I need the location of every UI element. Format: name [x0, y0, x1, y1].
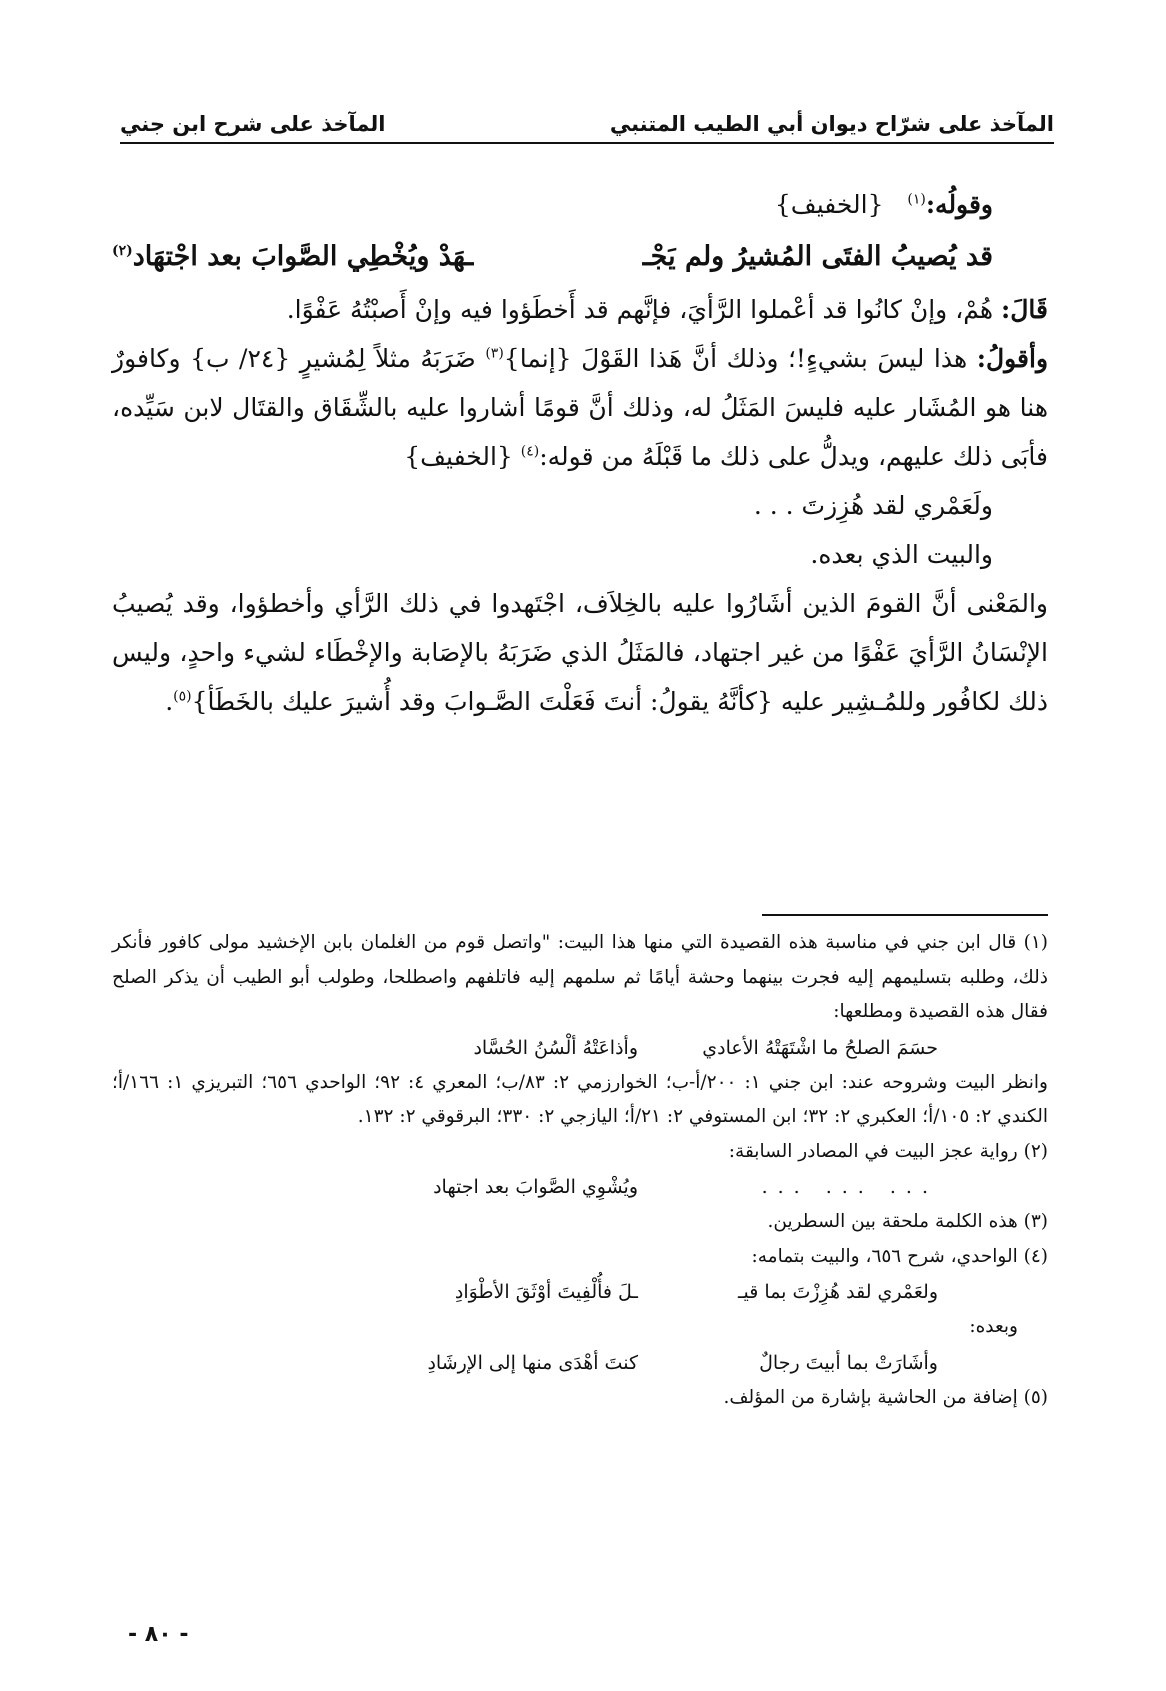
footnote-4-verse-2 [112, 1345, 1048, 1381]
running-header [120, 86, 1054, 144]
intro-label: وقولُه: [925, 190, 993, 219]
meaning-end: . [165, 687, 174, 716]
page-number: - ٨٠ - [128, 1622, 189, 1647]
footnote-4-verse-2-h1: وأشَارَتْ بما أبيتَ رجالٌ [759, 1351, 938, 1374]
footnote-ref-2: (٢) [112, 243, 133, 259]
footnote-1-verse-h2: وأذاعَتْهُ ألْسُنُ الحُسَّاد [473, 1036, 638, 1059]
aqul-text-1: هذا ليسَ بشيءٍ!؛ وذلك أنَّ هَذا القَوْلَ {إنما} [503, 344, 977, 373]
footnote-4-verse-1-h2: ـلَ فأُلْفِيتَ أوْثَقَ الأطْوَادِ [454, 1281, 638, 1303]
intro-line [112, 180, 1048, 229]
intro-meter: {الخفيف} [774, 190, 884, 219]
footnote-ref-4: (٤) [520, 443, 540, 460]
footnote-2-verse-h2: ويُشْوِي الصَّوابَ بعد اجتهاد [433, 1176, 638, 1198]
aqul-text-2: ضَرَبَهُ مثلاً لِمُشيرٍ {٢٤/ ب} وكافورٌ هنا هو المُشَار عليه فليسَ المَثَلُ له، وذلك أنَّ قومًا أشاروا عليه بالشِّقَاق والقتَال لابن سَيِّده، فأبَى ذلك عليهم، ويدلُّ على ذلك ما قَبْلَهُ من قوله: [112, 344, 1048, 471]
footnote-4-verse-2-h2: كنتَ أهْدَى منها إلى الإرشَادِ [427, 1351, 638, 1374]
footnote-1: (١) قال ابن جني في مناسبة هذه القصيدة التي منها هذا البيت: "واتصل قوم من الغلمان بابن الإخشيد مولى كافور فأنكر ذلك، وطلبه بتسليمهم إليه فجرت بينهما وحشة أيامًا ثم سلمهم إليه فاتلفهم واصطلحا، وطولب أبو الطيب أن يذكر الصلح فقال هذه القصيدة ومطلعها: [112, 932, 1048, 1022]
verse-hemistich-2 [112, 229, 570, 285]
header-right-title: المآخذ على شرّاح ديوان أبي الطيب المتنبي [609, 112, 1054, 136]
meaning-text: والمَعْنى أنَّ القومَ الذين أشَارُوا عليه بالخِلاَف، اجْتَهدوا في ذلك الرَّأي وأخطؤوا، وقد يُصيبُ الإنْسَانُ الرَّأيَ عَفْوًا من غير اجتهاد، فالمَثَلُ الذي ضَرَبَهُ بالإصَابة والإخْطَاء لشيء واحدٍ، وليس ذلك لكافُور وللمُـشِير عليه {كأنَّهُ يقولُ: أنتَ فَعَلْتَ الصَّـوابَ وقد أُشيرَ عليك بالخَطَأ} [112, 589, 1048, 716]
aqul-paragraph [112, 334, 1048, 481]
main-text [112, 180, 1048, 726]
qala-paragraph [112, 285, 1048, 334]
footnote-ref-3: (٣) [485, 345, 504, 362]
footnote-4-after: وبعده: [969, 1316, 1018, 1337]
footnote-2-verse [112, 1169, 1048, 1205]
footnote-5: (٥) إضافة من الحاشية بإشارة من المؤلف. [723, 1386, 1048, 1408]
verse-hemistich-2-text: ـهَدْ ويُخْطِي الصَّوابَ بعد اجْتهَاد [132, 241, 474, 272]
verse [112, 229, 1048, 285]
footnote-4: (٤) الواحدي، شرح ٦٥٦، والبيت بتمامه: [751, 1245, 1048, 1267]
aqul-label: وأقولُ: [976, 344, 1049, 373]
footnote-divider [762, 914, 1048, 916]
footnote-ref-1: (١) [907, 191, 926, 208]
quote-line: ولَعَمْري لقد هُزِزتَ . . . [753, 491, 993, 520]
footnote-3: (٣) هذه الكلمة ملحقة بين السطرين. [767, 1211, 1048, 1232]
footnote-1-verse-h1: حسَمَ الصلحُ ما اشْتَهَتْهُ الأعادي [702, 1036, 938, 1059]
footnote-4-verse-1-h1: ولعَمْري لقد هُزِزْتَ بما قيـ [737, 1281, 938, 1303]
footnote-2: (٢) رواية عجز البيت في المصادر السابقة: [728, 1140, 1048, 1162]
aqul-meter: {الخفيف} [404, 442, 521, 471]
header-left-title: المآخذ على شرح ابن جني [120, 112, 386, 136]
footnote-1-refs: وانظر البيت وشروحه عند: ابن جني ١: ٢٠٠/أ-ب؛ الخوارزمي ٢: ٨٣/ب؛ المعري ٤: ٩٢؛ الواحدي ٦٥٦؛ التبريزي ١: ١٦٦/أ؛ الكندي ٢: ١٠٥/أ؛ العكبري ٢: ٣٢؛ ابن المستوفي ٢: ٢١/أ؛ اليازجي ٢: ٣٣٠؛ البرقوقي ٢: ١٣٢. [112, 1071, 1048, 1127]
footnote-4-verse-1 [112, 1274, 1048, 1310]
qala-label: قَالَ: [1001, 295, 1048, 324]
after-line: والبيت الذي بعده. [810, 540, 993, 569]
verse-hemistich-1: قد يُصيبُ الفتَى المُشيرُ ولم يَجْـ [642, 241, 993, 272]
footnotes [112, 926, 1048, 1415]
qala-text: هُمْ، وإنْ كانُوا قد أعْملوا الرَّأيَ، فإنَّهم قد أَخطَؤوا فيه وإنْ أَصبْتُهُ عَفْوًا. [286, 295, 1002, 324]
footnote-1-verse [112, 1030, 1048, 1066]
meaning-paragraph [112, 579, 1048, 726]
footnote-ref-5: (٥) [173, 688, 192, 705]
footnote-2-verse-h1: ... ... ... [761, 1176, 938, 1198]
